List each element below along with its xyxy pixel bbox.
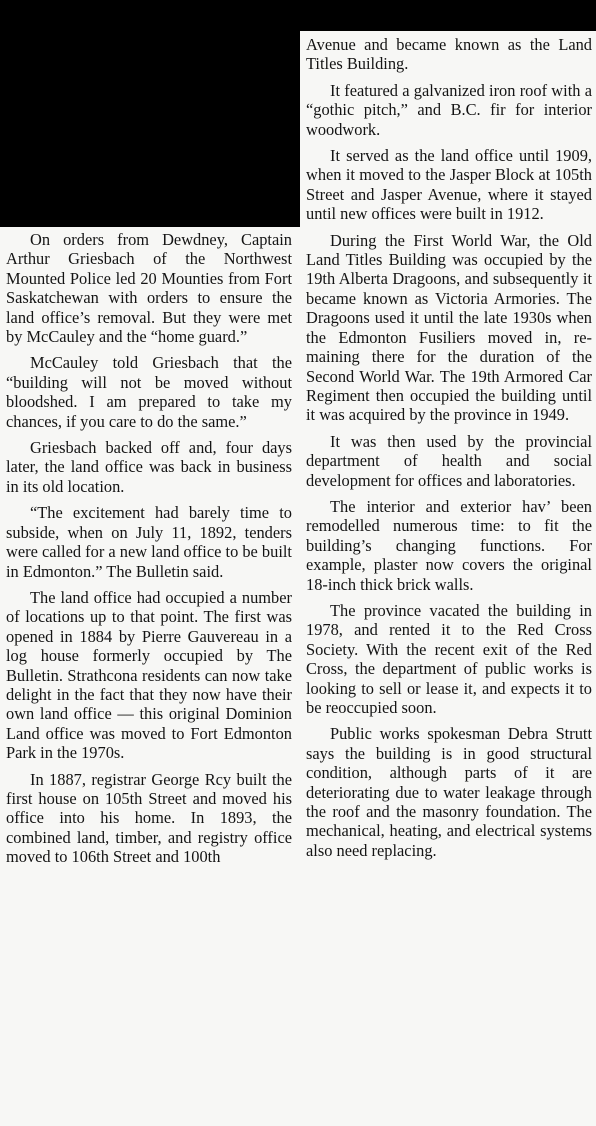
paragraph-george-roy: In 1887, registrar George Rcy built the first house on 105th Street and moved his office into his home. In 1893, the combined land, timber, and registry office moved to 106th Street and 100th	[6, 769, 292, 867]
paragraph-griesbach-backed-off: Griesbach backed off and, four days later, the land office was back in business in its old location.	[6, 438, 292, 496]
blacked-out-region-left	[0, 0, 300, 227]
paragraph-galvanized-roof: It featured a galvanized iron roof with a “gothic pitch,” and B.C. fir for interior woodwork.	[306, 80, 592, 139]
article-column-right	[306, 35, 592, 867]
paragraph-continuation: Avenue and became known as the Land Titles Building.	[306, 35, 592, 74]
article-column-left	[6, 230, 292, 874]
paragraph-mccauley-quote: McCauley told Griesbach that the “building will not be moved without bloodshed. I am prepared to take my chances, if you care to do the same.”	[6, 353, 292, 431]
paragraph-land-office-until-1909: It served as the land office until 1909, when it moved to the Jasper Block at 105th Street and Jasper Avenue, where it stayed until new offices were built in 1912.	[306, 146, 592, 224]
paragraph-province-vacated: The province vacated the building in 1978, and rented it to the Red Cross Society. With the recent exit of the Red Cross, the department of public works is looking to sell or lease it, and expects it to be reoccupied soon.	[306, 600, 592, 717]
paragraph-tenders-called: “The excitement had barely time to subside, when on July 11, 1892, tenders were called for a new land office to be built in Edmonton.” The Bulletin said.	[6, 503, 292, 581]
paragraph-debra-strutt: Public works spokesman Debra Strutt says the building is in good structural condition, although parts of it are deteriorating due to water leakage through the roof and the masonry foundation. The mechanical, heating, and electrical systems also need replacing.	[306, 724, 592, 860]
paragraph-health-department: It was then used by the provincial department of health and social development for offices and laboratories.	[306, 431, 592, 490]
paragraph-griesbach-orders: On orders from Dewdney, Captain Arthur Griesbach of the Northwest Mounted Police led 20 Mounties from Fort Saskatchewan with orders to ensure the land office’s removal. But they were met by McCauley and the “home guard.”	[6, 230, 292, 347]
blacked-out-region-top	[300, 0, 596, 31]
paragraph-remodelled: The interior and exterior hav’ been remodelled numerous time: to fit the building’s changing functions. For example, plaster now covers the original 18-inch thick brick walls.	[306, 496, 592, 594]
paragraph-first-world-war: During the First World War, the Old Land Titles Building was occupied by the 19th Alberta Dragoons, and subsequently it became known as Victoria Armories. The Dragoons used it until the late 1930s when the Edmonton Fusiliers moved in, remaining there for the duration of the Second World War. The 19th Armored Car Regiment then occupied the building until it was acquired by the province in 1949.	[306, 230, 592, 425]
paragraph-land-office-locations: The land office had occupied a number of locations up to that point. The first was opened in 1884 by Pierre Gauvereau in a log house formerly occupied by The Bulletin. Strathcona residents can now take delight in the fact that they now have their own land office — this original Dominion Land office was moved to Fort Edmonton Park in the 1970s.	[6, 587, 292, 763]
